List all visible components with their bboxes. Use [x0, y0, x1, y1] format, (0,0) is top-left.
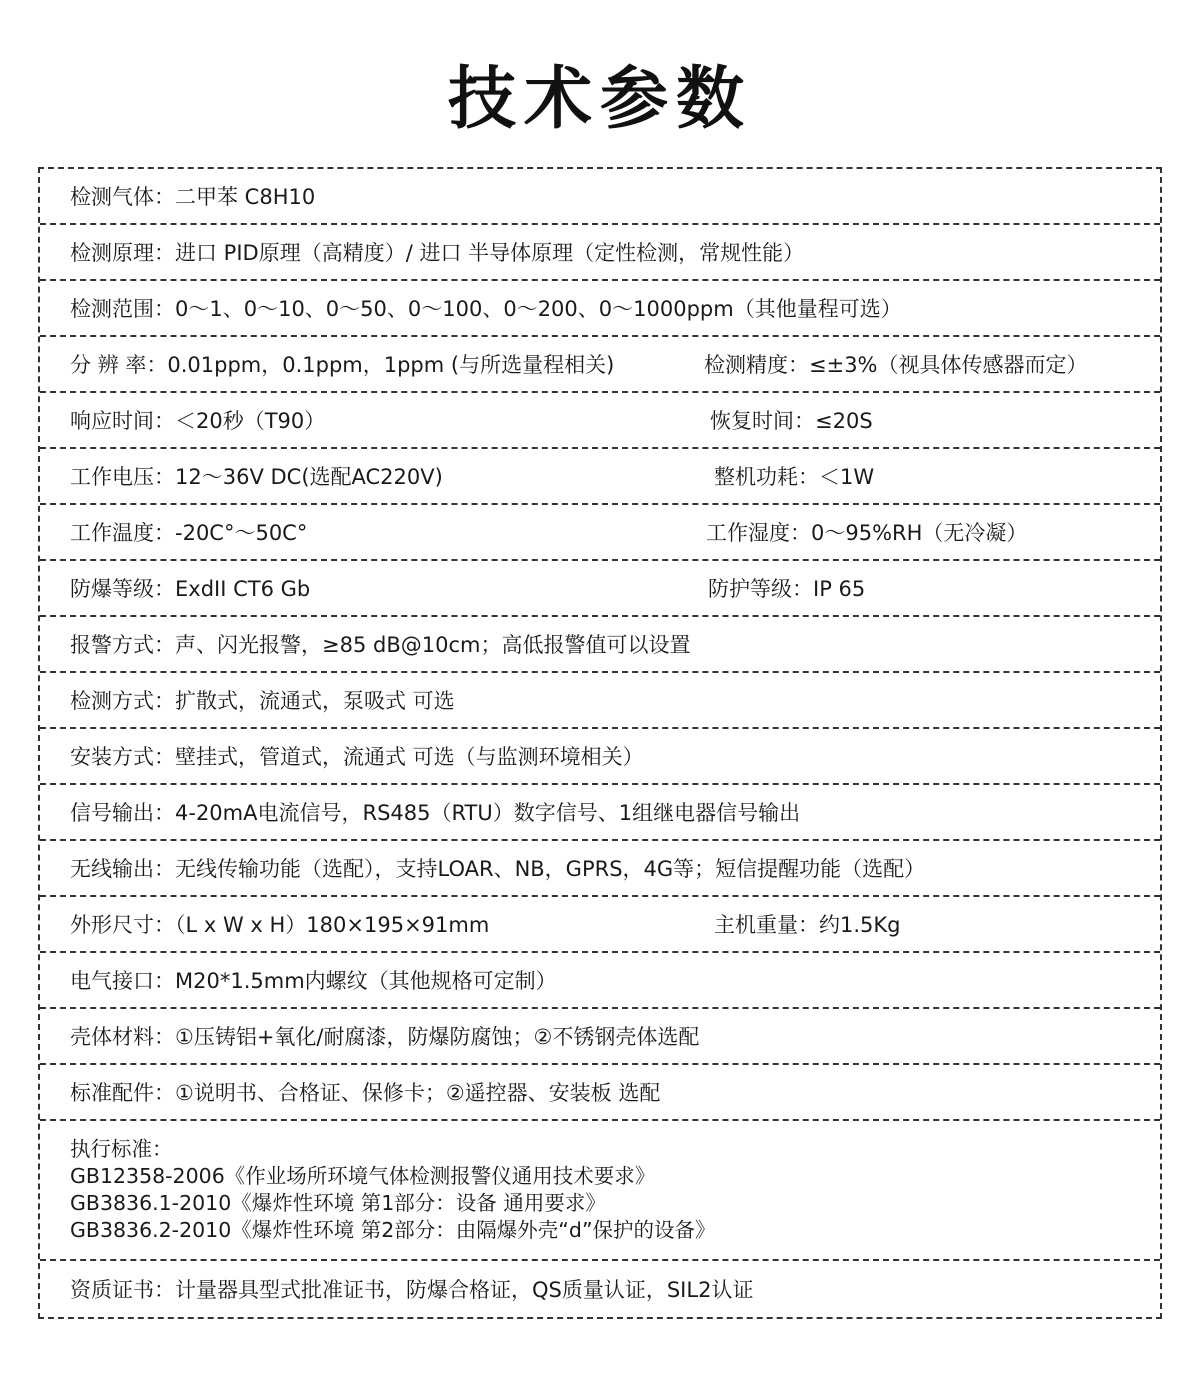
- spec-temperature: 工作温度：-20C°～50C°: [70, 521, 308, 545]
- spec-power: 整机功耗：＜1W: [714, 465, 875, 489]
- spec-gas: 检测气体：二甲苯 C8H10: [70, 185, 316, 209]
- spec-certificates: 资质证书：计量器具型式批准证书，防爆合格证，QS质量认证，SIL2认证: [70, 1278, 754, 1302]
- page-title: 技术参数: [447, 60, 752, 139]
- spec-housing-material: 壳体材料：①压铸铝+氧化/耐腐漆，防爆防腐蚀；②不锈钢壳体选配: [70, 1025, 700, 1049]
- spec-row-accessories: [40, 1065, 1160, 1121]
- standard-line: GB3836.2-2010《爆炸性环境 第2部分：由隔爆外壳“d”保护的设备》: [70, 1218, 716, 1242]
- spec-row-detection-mode: [40, 673, 1160, 729]
- spec-row-principle: [40, 225, 1160, 281]
- standard-line: GB3836.1-2010《爆炸性环境 第1部分：设备 通用要求》: [70, 1191, 606, 1215]
- spec-accessories: 标准配件：①说明书、合格证、保修卡；②遥控器、安装板 选配: [70, 1081, 661, 1105]
- spec-explosion-grade: 防爆等级：ExdII CT6 Gb: [70, 577, 311, 601]
- spec-row-range: [40, 281, 1160, 337]
- spec-row-standards: [40, 1121, 1160, 1261]
- spec-weight: 主机重量：约1.5Kg: [714, 913, 901, 937]
- spec-row-signal: [40, 785, 1160, 841]
- spec-table: [38, 167, 1162, 1319]
- spec-row-temperature: [40, 505, 1160, 561]
- spec-row-certificates: [40, 1261, 1160, 1317]
- spec-voltage: 工作电压：12～36V DC(选配AC220V): [70, 465, 443, 489]
- spec-row-voltage: [40, 449, 1160, 505]
- spec-alarm: 报警方式：声、闪光报警，≥85 dB@10cm；高低报警值可以设置: [70, 633, 691, 657]
- spec-protection-grade: 防护等级：IP 65: [708, 577, 866, 601]
- spec-recovery-time: 恢复时间：≤20S: [710, 409, 873, 433]
- standards-heading: 执行标准：: [70, 1137, 173, 1161]
- spec-row-wireless: [40, 841, 1160, 897]
- spec-row-installation: [40, 729, 1160, 785]
- spec-row-resolution: [40, 337, 1160, 393]
- spec-humidity: 工作湿度：0～95%RH（无冷凝）: [706, 521, 1028, 545]
- spec-resolution: 分 辨 率：0.01ppm，0.1ppm，1ppm (与所选量程相关): [70, 353, 615, 377]
- spec-row-housing: [40, 1009, 1160, 1065]
- spec-signal-output: 信号输出：4-20mA电流信号，RS485（RTU）数字信号、1组继电器信号输出: [70, 801, 801, 825]
- spec-electrical-interface: 电气接口：M20*1.5mm内螺纹（其他规格可定制）: [70, 969, 557, 993]
- spec-row-alarm: [40, 617, 1160, 673]
- spec-row-explosion: [40, 561, 1160, 617]
- spec-row-interface: [40, 953, 1160, 1009]
- spec-dimensions: 外形尺寸：（L x W x H）180×195×91mm: [70, 913, 490, 937]
- spec-row-response: [40, 393, 1160, 449]
- spec-row-dimensions: [40, 897, 1160, 953]
- standard-line: GB12358-2006《作业场所环境气体检测报警仪通用技术要求》: [70, 1164, 656, 1188]
- spec-wireless-output: 无线输出：无线传输功能（选配），支持LOAR、NB，GPRS，4G等；短信提醒功能（选配）: [70, 857, 926, 881]
- spec-response-time: 响应时间：＜20秒（T90）: [70, 409, 326, 433]
- spec-range: 检测范围：0～1、0～10、0～50、0～100、0～200、0～1000ppm（其他量程可选）: [70, 297, 902, 321]
- spec-row-gas: [40, 169, 1160, 225]
- spec-detection-mode: 检测方式：扩散式，流通式，泵吸式 可选: [70, 689, 455, 713]
- spec-installation: 安装方式：壁挂式，管道式，流通式 可选（与监测环境相关）: [70, 745, 644, 769]
- spec-accuracy: 检测精度：≤±3%（视具体传感器而定）: [704, 353, 1088, 377]
- spec-principle: 检测原理：进口 PID原理（高精度）/ 进口 半导体原理（定性检测，常规性能）: [70, 241, 805, 265]
